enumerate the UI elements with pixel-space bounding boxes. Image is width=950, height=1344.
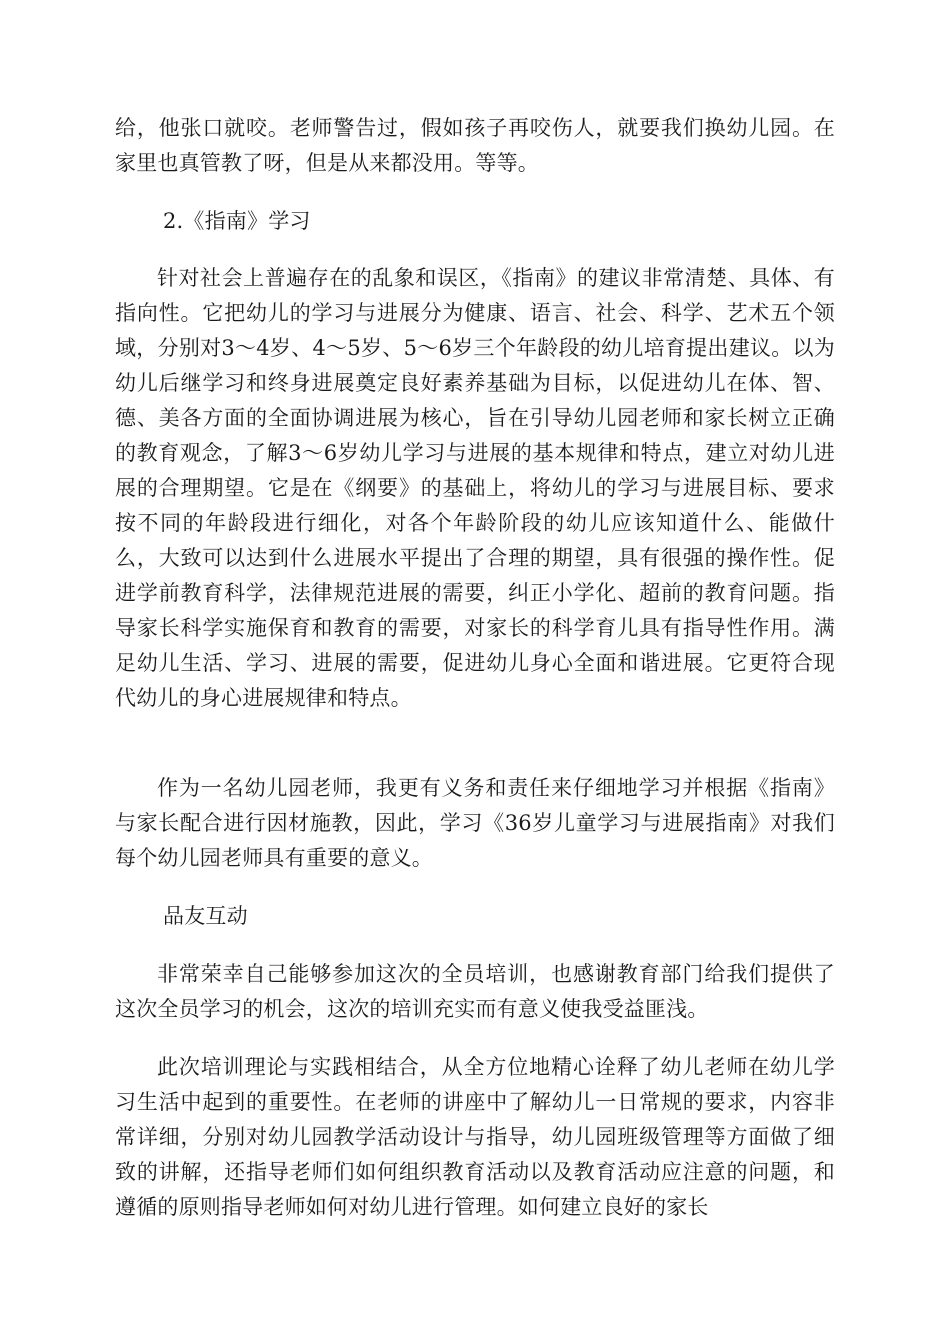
text-block-7 xyxy=(115,1050,835,1225)
paragraph-guide-overview: 针对社会上普遍存在的乱象和误区，《指南》的建议非常清楚、具体、有指向性。它把幼儿的学习与进展分为健康、语言、社会、科学、艺术五个领域，分别对3～4岁、4～5岁、5～6岁三个年龄段的幼儿培育提出建议。以为幼儿后继学习和终身进展奠定良好素养基础为目标，以促进幼儿在体、智、德、美各方面的全面协调进展为核心，旨在引导幼儿园老师和家长树立正确的教育观念，了解3～6岁幼儿学习与进展的基本规律和特点，建立对幼儿进展的合理期望。它是在《纲要》的基础上，将幼儿的学习与进展目标、要求按不同的年龄段进行细化，对各个年龄阶段的幼儿应该知道什么、能做什么，大致可以达到什么进展水平提出了合理的期望，具有很强的操作性。促进学前教育科学，法律规范进展的需要，纠正小学化、超前的教育问题。指导家长科学实施保育和教育的需要，对家长的科学育儿具有指导性作用。满足幼儿生活、学习、进展的需要，促进幼儿身心全面和谐进展。它更符合现代幼儿的身心进展规律和特点。 xyxy=(115,266,835,710)
text-block-4 xyxy=(115,771,835,876)
paragraph-training-gratitude: 非常荣幸自己能够参加这次的全员培训，也感谢教育部门给我们提供了这次全员学习的机会，这次的培训充实而有意义使我受益匪浅。 xyxy=(115,962,835,1021)
text-block-6 xyxy=(115,957,835,1027)
text-block-1 xyxy=(115,111,835,181)
section-heading-guide-study: 2.《指南》学习 xyxy=(163,209,311,233)
paragraph-continuation: 给，他张口就咬。老师警告过，假如孩子再咬伤人，就要我们换幼儿园。在家里也真管教了呀，但是从来都没用。等等。 xyxy=(115,116,835,175)
paragraph-training-content: 此次培训理论与实践相结合，从全方位地精心诠释了幼儿老师在幼儿学习生活中起到的重要性。在老师的讲座中了解幼儿一日常规的要求，内容非常详细，分别对幼儿园教学活动设计与指导，幼儿园班级管理等方面做了细致的讲解，还指导老师们如何组织教育活动以及教育活动应注意的问题，和遵循的原则指导老师如何对幼儿进行管理。如何建立良好的家长 xyxy=(115,1055,835,1219)
text-block-5 xyxy=(115,899,835,934)
section-heading-pinyou: 品友互动 xyxy=(163,904,248,928)
text-block-2 xyxy=(115,204,835,239)
paragraph-teacher-duty: 作为一名幼儿园老师，我更有义务和责任来仔细地学习并根据《指南》与家长配合进行因材施教，因此，学习《36岁儿童学习与进展指南》对我们每个幼儿园老师具有重要的意义。 xyxy=(115,776,835,870)
text-block-3 xyxy=(115,261,835,716)
